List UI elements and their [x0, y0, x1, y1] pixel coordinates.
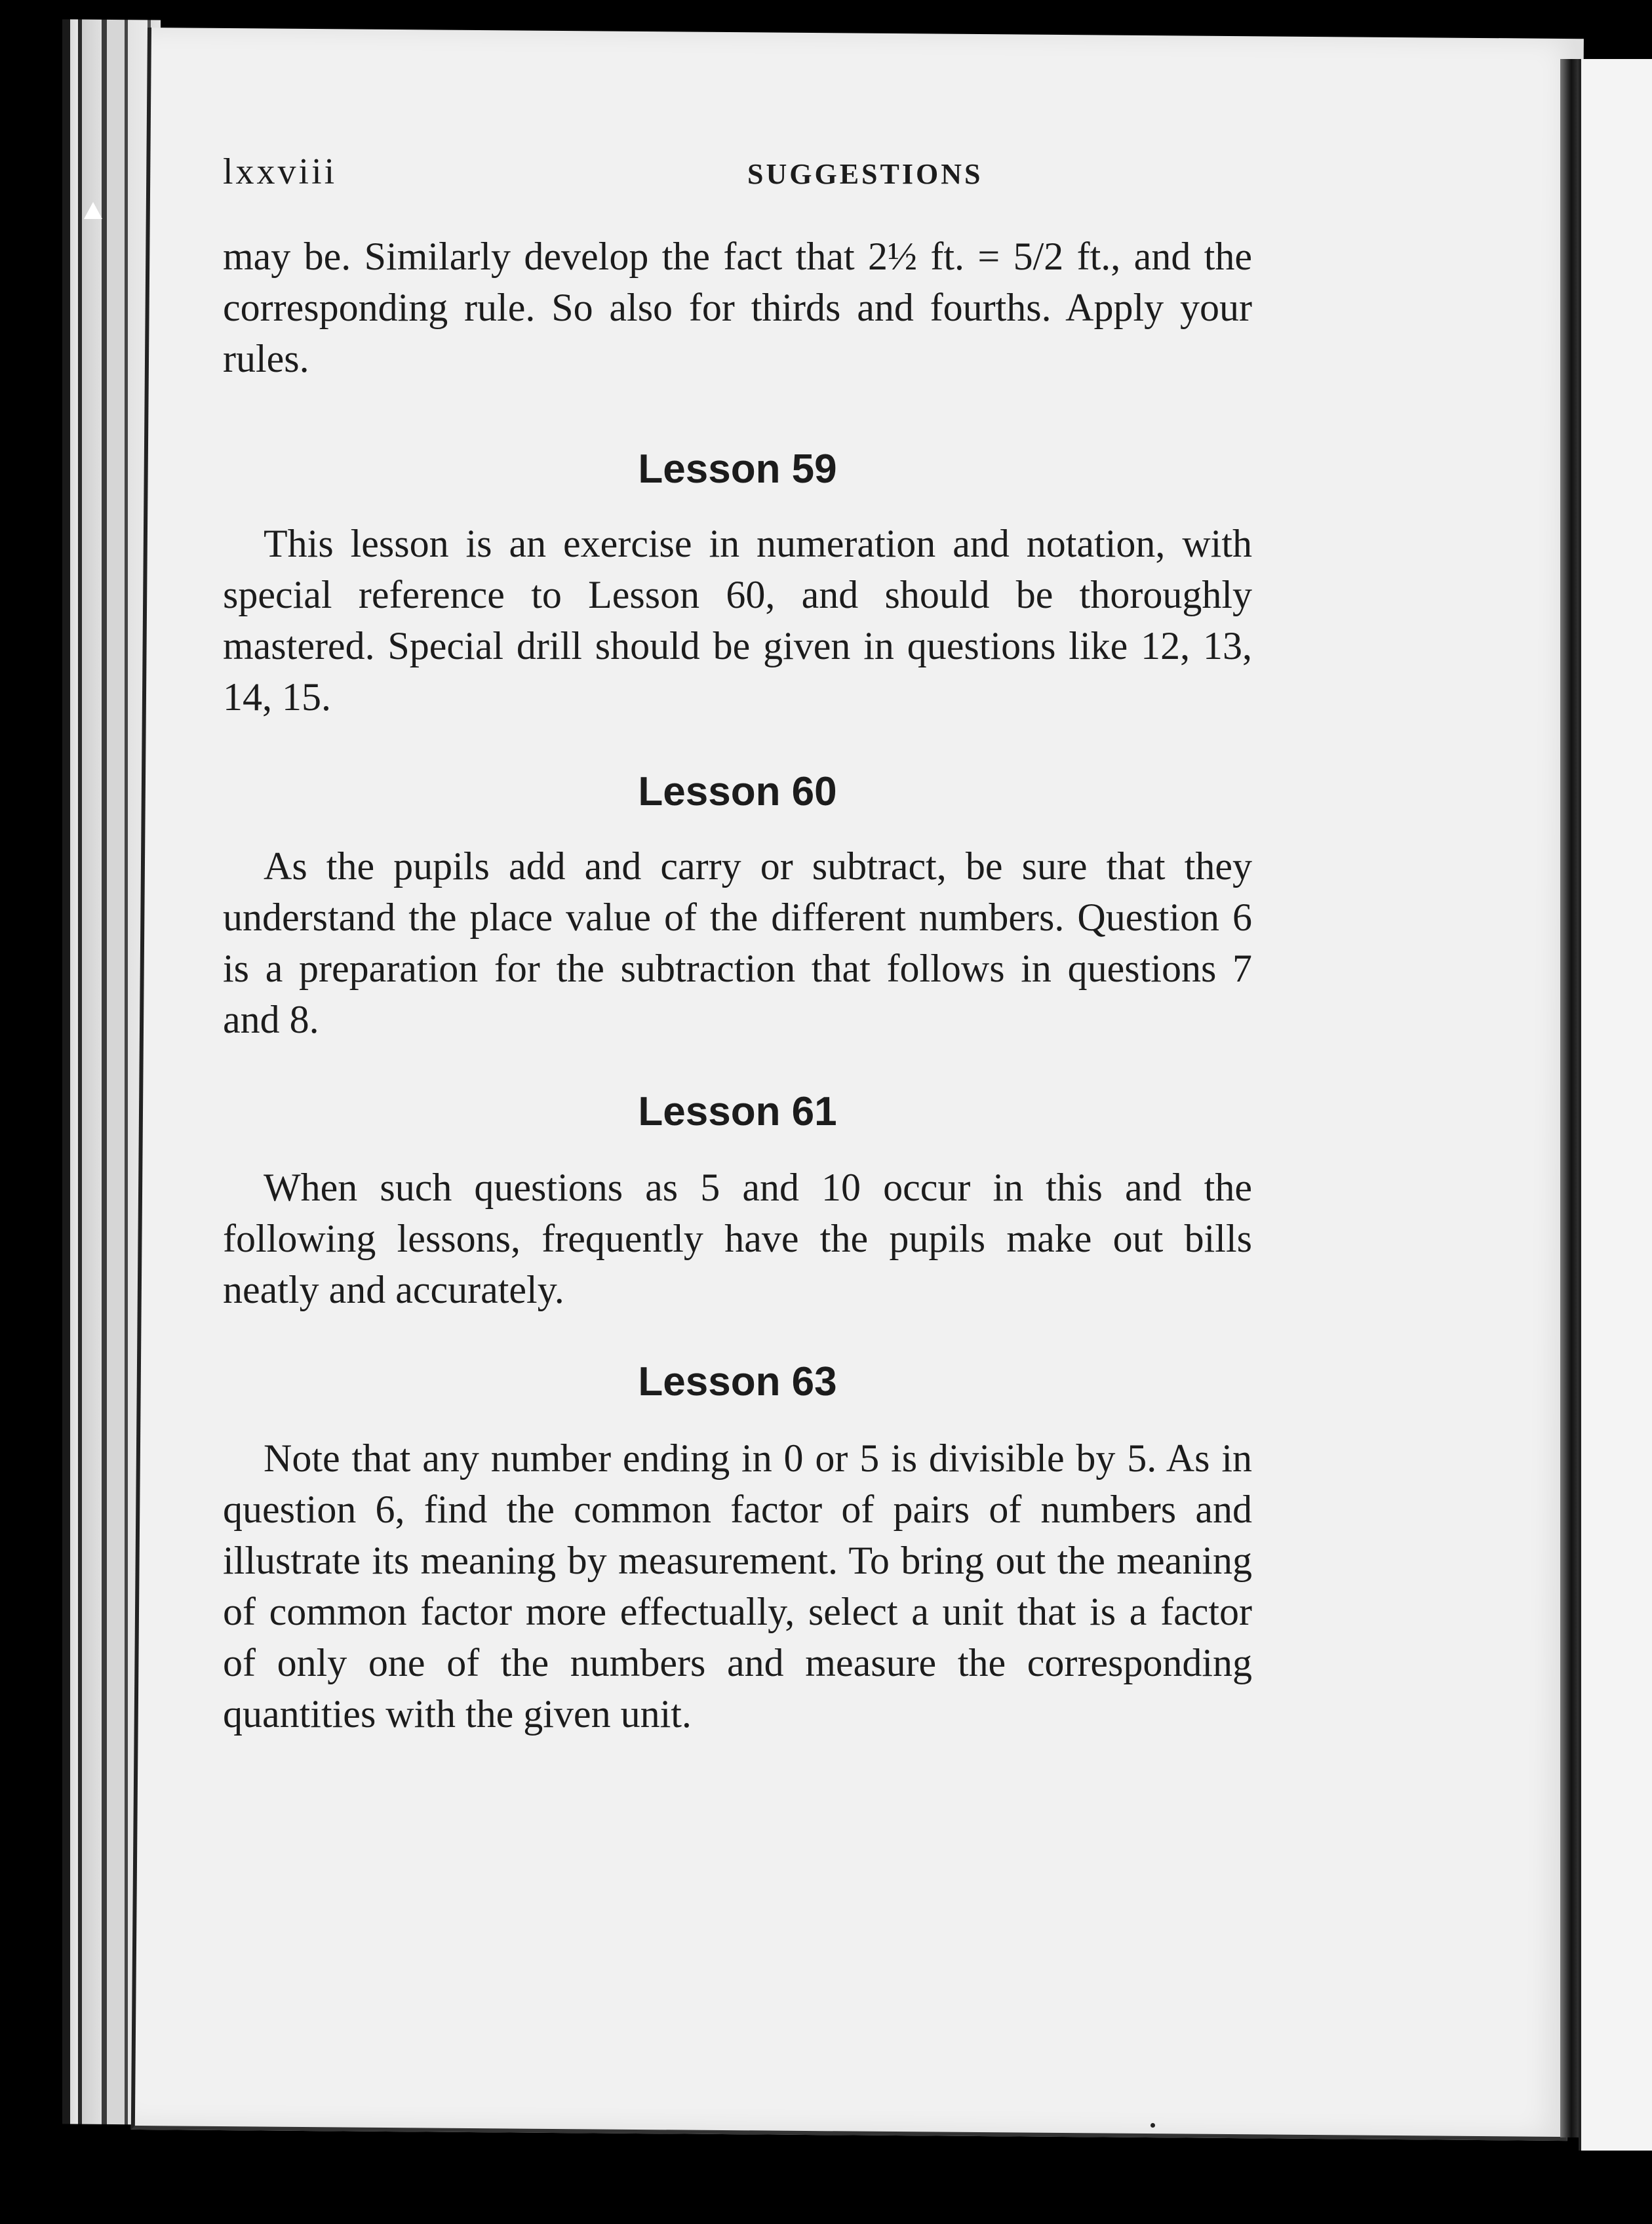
lesson-61-heading: Lesson 61	[638, 1089, 837, 1134]
page-number: lxxviii	[223, 151, 338, 192]
running-head	[223, 151, 1232, 203]
running-title: SUGGESTIONS	[747, 158, 983, 190]
lesson-59-paragraph: This lesson is an exercise in numeration and notation, with special reference to Lesson 60, and should be thoroughly mastered. Special drill should be given in questions like 12, 13, 14, 15.	[223, 522, 1252, 719]
continuation-paragraph: may be. Similarly develop the fact that 2½ ft. = 5/2 ft., and the corresponding rule. So also for thirds and fourths. Apply your rules.	[223, 235, 1252, 380]
lesson-60-paragraph: As the pupils add and carry or subtract, be sure that they understand the place value of the different numbers. Question 6 is a preparation for the subtraction that follows in questions 7 and 8.	[223, 844, 1252, 1041]
lesson-63-heading: Lesson 63	[638, 1359, 837, 1404]
lesson-61-paragraph: When such questions as 5 and 10 occur in this and the following lessons, frequently have the pupils make out bills neatly and accurately.	[223, 1166, 1252, 1311]
lesson-60-heading: Lesson 60	[638, 769, 837, 814]
lesson-63-paragraph: Note that any number ending in 0 or 5 is divisible by 5. As in question 6, find the common factor of pairs of numbers and illustrate its meaning by measurement. To bring out the meaning of common factor more effectually, select a unit that is a factor of only one of the numbers and measure the corresponding quantities with the given unit.	[223, 1437, 1252, 1736]
lesson-59-heading: Lesson 59	[638, 447, 837, 492]
